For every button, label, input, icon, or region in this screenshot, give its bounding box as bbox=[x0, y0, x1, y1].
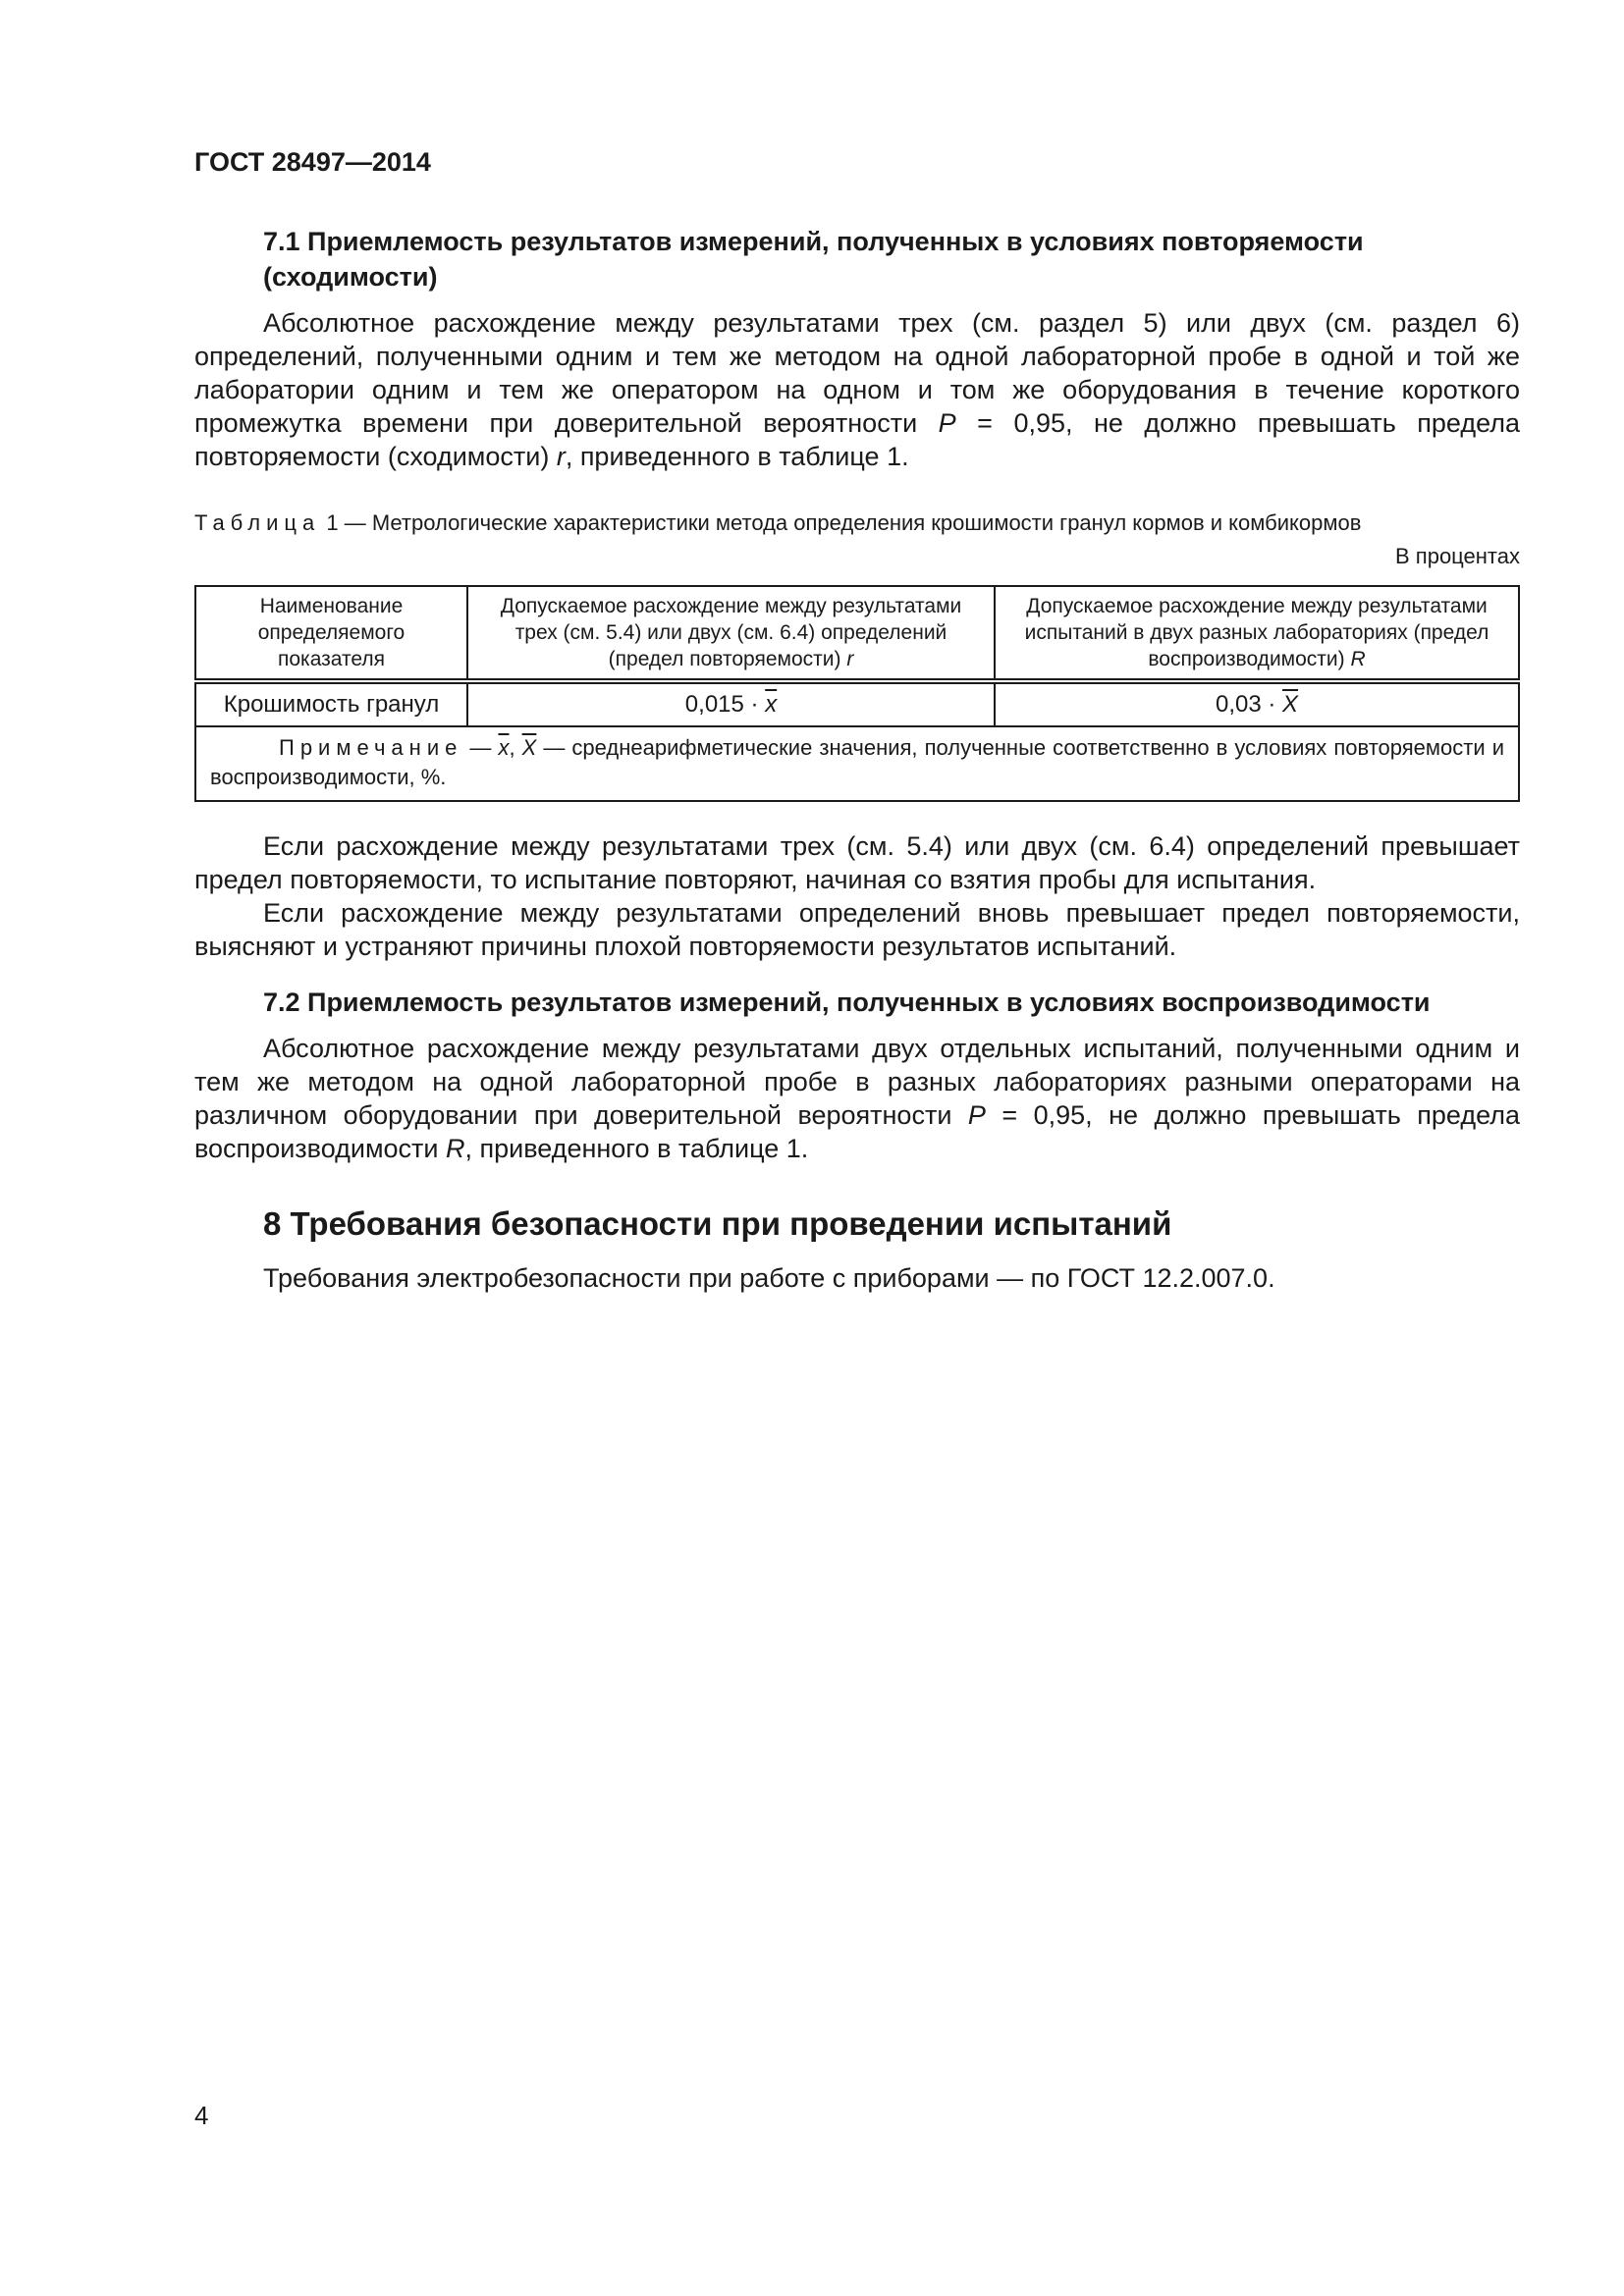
cell-indicator-name: Крошимость гранул bbox=[195, 681, 467, 726]
document-header: ГОСТ 28497—2014 bbox=[194, 147, 431, 177]
table-caption-text: 1 — Метрологические характеристики метода определения крошимости гранул кормов и комбикормов bbox=[320, 510, 1362, 535]
variable-r: r bbox=[556, 442, 566, 471]
header-repeatability bbox=[467, 586, 995, 681]
retest-paragraph: Если расхождение между результатами трех (см. 5.4) или двух (см. 6.4) определений превышает предел повторяемости, то испытание повторяют, начиная со взятия пробы для испытания. bbox=[194, 831, 1520, 894]
text-span: = 0,95, не должно превышать предела воспроизводимости bbox=[194, 1100, 1520, 1163]
table-unit: В процентах bbox=[1395, 544, 1520, 568]
text-span: , приведенного в таблице 1. bbox=[464, 1134, 809, 1163]
section-7-1-heading-line2: (сходимости) bbox=[263, 262, 438, 292]
table-caption-label: Таблица bbox=[194, 510, 321, 535]
text-span: , приведенного в таблице 1. bbox=[565, 442, 909, 471]
page-content bbox=[194, 224, 1520, 1295]
table-header-row bbox=[195, 586, 1519, 681]
section-8-heading: 8 Требования безопасности при проведении испытаний bbox=[263, 1205, 1172, 1242]
table-note bbox=[195, 726, 1519, 801]
cell-reproducibility-limit bbox=[995, 681, 1519, 726]
header-text: Допускаемое расхождение между результатами трех (см. 5.4) или двух (см. 6.4) определений (предел повторяемости) bbox=[500, 595, 962, 670]
cause-paragraph: Если расхождение между результатами определений вновь превышает предел повторяемости, выясняют и устраняют причины плохой повторяемости результатов испытаний. bbox=[194, 898, 1520, 961]
variable-r: r bbox=[846, 648, 854, 670]
note-label: Примечание bbox=[279, 735, 463, 760]
metrology-table bbox=[194, 585, 1520, 802]
variable-X-bar: $\overline{X}$ bbox=[521, 735, 537, 760]
value-text: 0,03 · bbox=[1215, 691, 1283, 718]
table-row bbox=[195, 681, 1519, 726]
text-span: Абсолютное расхождение между результатами двух отдельных испытаний, полученными одним и тем же методом на одной лабораторной пробе в разных лабораториях разными операторами на различном оборудовании при доверительной вероятности bbox=[194, 1034, 1520, 1130]
note-comma: , bbox=[509, 735, 522, 760]
section-7-1-heading bbox=[194, 224, 1520, 294]
page-number: 4 bbox=[194, 2101, 209, 2130]
variable-x-bar: $\overline{x}$ bbox=[765, 691, 778, 718]
header-reproducibility bbox=[995, 586, 1519, 681]
text-span: = 0,95, не должно превышать предела повторяемости (сходимости) bbox=[194, 408, 1520, 471]
variable-x-bar: $\overline{x}$ bbox=[498, 735, 510, 760]
section-8-paragraph: Требования электробезопасности при работе с приборами — по ГОСТ 12.2.007.0. bbox=[263, 1263, 1275, 1293]
section-7-2-heading: 7.2 Приемлемость результатов измерений, полученных в условиях воспроизводимости bbox=[263, 988, 1431, 1017]
cell-repeatability-limit bbox=[467, 681, 995, 726]
section-7-2-paragraph bbox=[194, 1032, 1520, 1165]
table-note-row bbox=[195, 726, 1519, 801]
variable-P: P bbox=[938, 408, 956, 438]
variable-R: R bbox=[1350, 648, 1366, 670]
table-caption bbox=[194, 508, 1520, 538]
value-text: 0,015 · bbox=[684, 691, 766, 718]
section-7-1-heading-line1: 7.1 Приемлемость результатов измерений, полученных в условиях повторяемости bbox=[263, 227, 1364, 256]
variable-P: P bbox=[967, 1100, 986, 1130]
header-text: Допускаемое расхождение между результатами испытаний в двух разных лабораториях (предел воспроизводимости) bbox=[1024, 595, 1489, 670]
header-indicator-name: Наименование определяемого показателя bbox=[195, 586, 467, 681]
section-7-1-paragraph bbox=[194, 306, 1520, 473]
variable-R: R bbox=[446, 1134, 465, 1163]
text-span: Абсолютное расхождение между результатами трех (см. раздел 5) или двух (см. раздел 6) определений, полученными одним и тем же методом на одной лабораторной пробе в одной и той же лаборатории одним и тем же оператором на одном и том же оборудования в течение короткого промежутка времени при доверительной вероятности bbox=[194, 308, 1520, 438]
variable-X-bar: $\overline{X}$ bbox=[1282, 691, 1299, 718]
note-text: — среднеарифметические значения, полученные соответственно в условиях повторяемости и воспроизводимости, %. bbox=[210, 735, 1504, 789]
note-dash: — bbox=[462, 735, 499, 760]
